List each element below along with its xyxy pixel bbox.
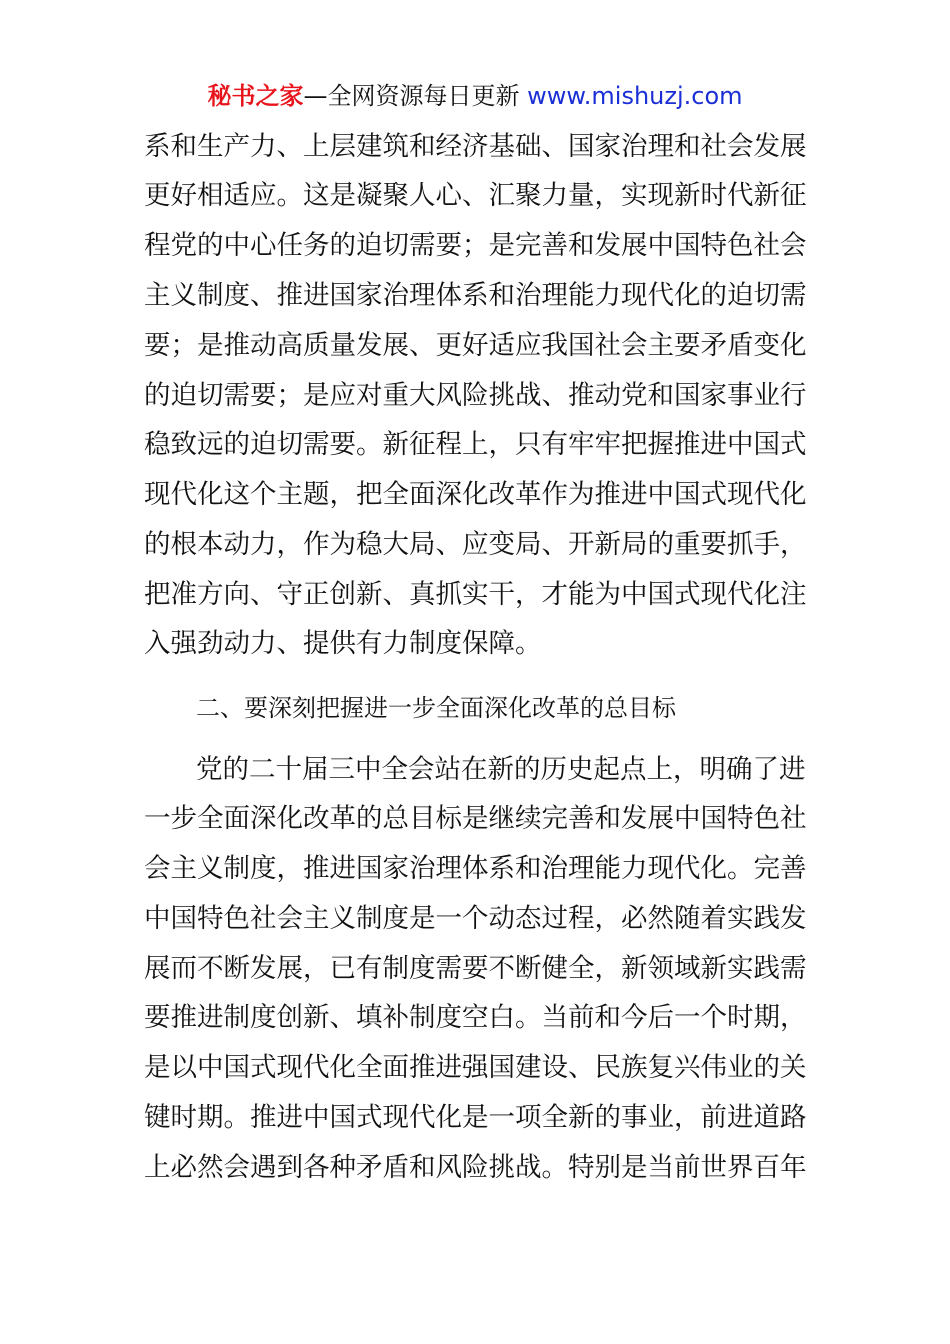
text-line: 程党的中心任务的迫切需要；是完善和发展中国特色社会 xyxy=(144,230,807,261)
text-line: 要；是推动高质量发展、更好适应我国社会主要矛盾变化 xyxy=(144,330,807,361)
text-line: 稳致远的迫切需要。新征程上，只有牢牢把握推进中国式 xyxy=(144,429,807,460)
section-heading: 二、要深刻把握进一步全面深化改革的总目标 xyxy=(196,694,676,722)
text-line: 主义制度、推进国家治理体系和治理能力现代化的迫切需 xyxy=(144,280,807,311)
text-line: 键时期。推进中国式现代化是一项全新的事业，前进道路 xyxy=(144,1102,807,1133)
text-line: 上必然会遇到各种矛盾和风险挑战。特别是当前世界百年 xyxy=(144,1152,807,1183)
text-line: 系和生产力、上层建筑和经济基础、国家治理和社会发展 xyxy=(144,131,807,162)
text-line: 展而不断发展，已有制度需要不断健全，新领域新实践需 xyxy=(144,953,807,984)
text-line: 更好相适应。这是凝聚人心、汇聚力量，实现新时代新征 xyxy=(144,180,807,211)
text-line: 现代化这个主题，把全面深化改革作为推进中国式现代化 xyxy=(144,479,807,510)
site-brand: 秘书之家 xyxy=(207,82,304,110)
site-url-link[interactable]: www.mishuzj.com xyxy=(527,82,743,110)
text-line: 的根本动力，作为稳大局、应变局、开新局的重要抓手， xyxy=(144,529,807,560)
text-line: 把准方向、守正创新、真抓实干，才能为中国式现代化注 xyxy=(144,579,807,610)
text-line: 一步全面深化改革的总目标是继续完善和发展中国特色社 xyxy=(144,803,807,834)
site-tagline: —全网资源每日更新 xyxy=(303,82,528,110)
text-line: 党的二十届三中全会站在新的历史起点上，明确了进 xyxy=(196,754,806,785)
site-header xyxy=(0,80,950,112)
text-line: 是以中国式现代化全面推进强国建设、民族复兴伟业的关 xyxy=(144,1052,807,1083)
text-line: 要推进制度创新、填补制度空白。当前和今后一个时期， xyxy=(144,1002,807,1033)
text-line: 的迫切需要；是应对重大风险挑战、推动党和国家事业行 xyxy=(144,380,807,411)
text-line: 入强劲动力、提供有力制度保障。 xyxy=(144,628,542,659)
text-line: 会主义制度，推进国家治理体系和治理能力现代化。完善 xyxy=(144,853,807,884)
text-line: 中国特色社会主义制度是一个动态过程，必然随着实践发 xyxy=(144,903,807,934)
